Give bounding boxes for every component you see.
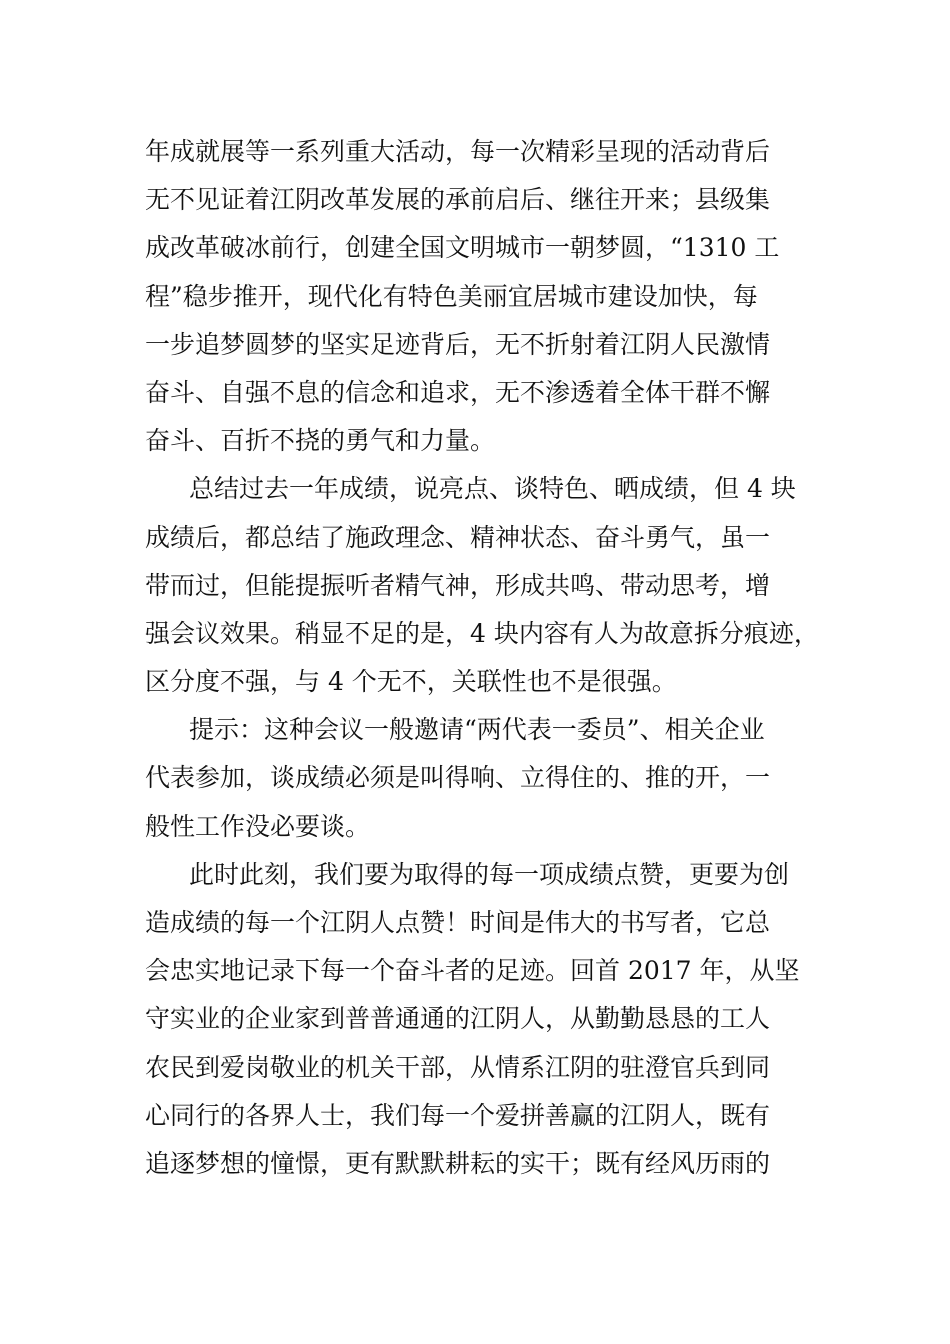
text-line: 带而过，但能提振听者精气神，形成共鸣、带动思考，增 [145, 570, 771, 600]
paragraph-summary-comment [145, 465, 825, 706]
text-line: 造成绩的每一个江阴人点赞！时间是伟大的书写者，它总 [145, 908, 771, 937]
text-line: 总结过去一年成绩，说亮点、谈特色、晒成绩，但 4 块 [189, 474, 796, 504]
text-line: 成改革破冰前行，创建全国文明城市一朝梦圆，“1310 工 [145, 233, 780, 263]
text-line: 区分度不强，与 4 个无不，关联性也不是很强。 [145, 667, 677, 697]
document-body [145, 128, 825, 1188]
text-line: 守实业的企业家到普普通通的江阴人，从勤勤恳恳的工人 [145, 1004, 771, 1034]
paragraph-tribute [145, 851, 825, 1188]
paragraph-tip [145, 706, 825, 851]
text-line: 奋斗、自强不息的信念和追求，无不渗透着全体干群不懈 [145, 377, 771, 407]
text-line: 无不见证着江阴改革发展的承前启后、继往开来；县级集 [145, 185, 771, 215]
text-line: 一步追梦圆梦的坚实足迹背后，无不折射着江阴人民激情 [145, 329, 771, 359]
text-line: 强会议效果。稍显不足的是，4 块内容有人为故意拆分痕迹， [145, 618, 819, 648]
paragraph-achievements [145, 128, 825, 465]
text-line: 奋斗、百折不挠的勇气和力量。 [145, 426, 496, 456]
text-line: 般性工作没必要谈。 [145, 811, 371, 841]
text-line: 心同行的各界人士，我们每一个爱拼善赢的江阴人，既有 [145, 1100, 771, 1130]
text-line: 年成就展等一系列重大活动，每一次精彩呈现的活动背后 [145, 137, 771, 166]
text-line: 会忠实地记录下每一个奋斗者的足迹。回首 2017 年，从坚 [145, 956, 800, 986]
text-line: 程”稳步推开，现代化有特色美丽宜居城市建设加快，每 [145, 281, 758, 311]
text-line: 提示：这种会议一般邀请“两代表一委员”、相关企业 [189, 715, 765, 745]
text-line: 代表参加，谈成绩必须是叫得响、立得住的、推的开，一 [145, 763, 771, 793]
text-line: 成绩后，都总结了施政理念、精神状态、奋斗勇气，虽一 [145, 522, 771, 552]
text-line: 农民到爱岗敬业的机关干部，从情系江阴的驻澄官兵到同 [145, 1052, 771, 1082]
text-line: 此时此刻，我们要为取得的每一项成绩点赞，更要为创 [189, 859, 790, 889]
text-line: 追逐梦想的憧憬，更有默默耕耘的实干；既有经风历雨的 [145, 1148, 771, 1178]
